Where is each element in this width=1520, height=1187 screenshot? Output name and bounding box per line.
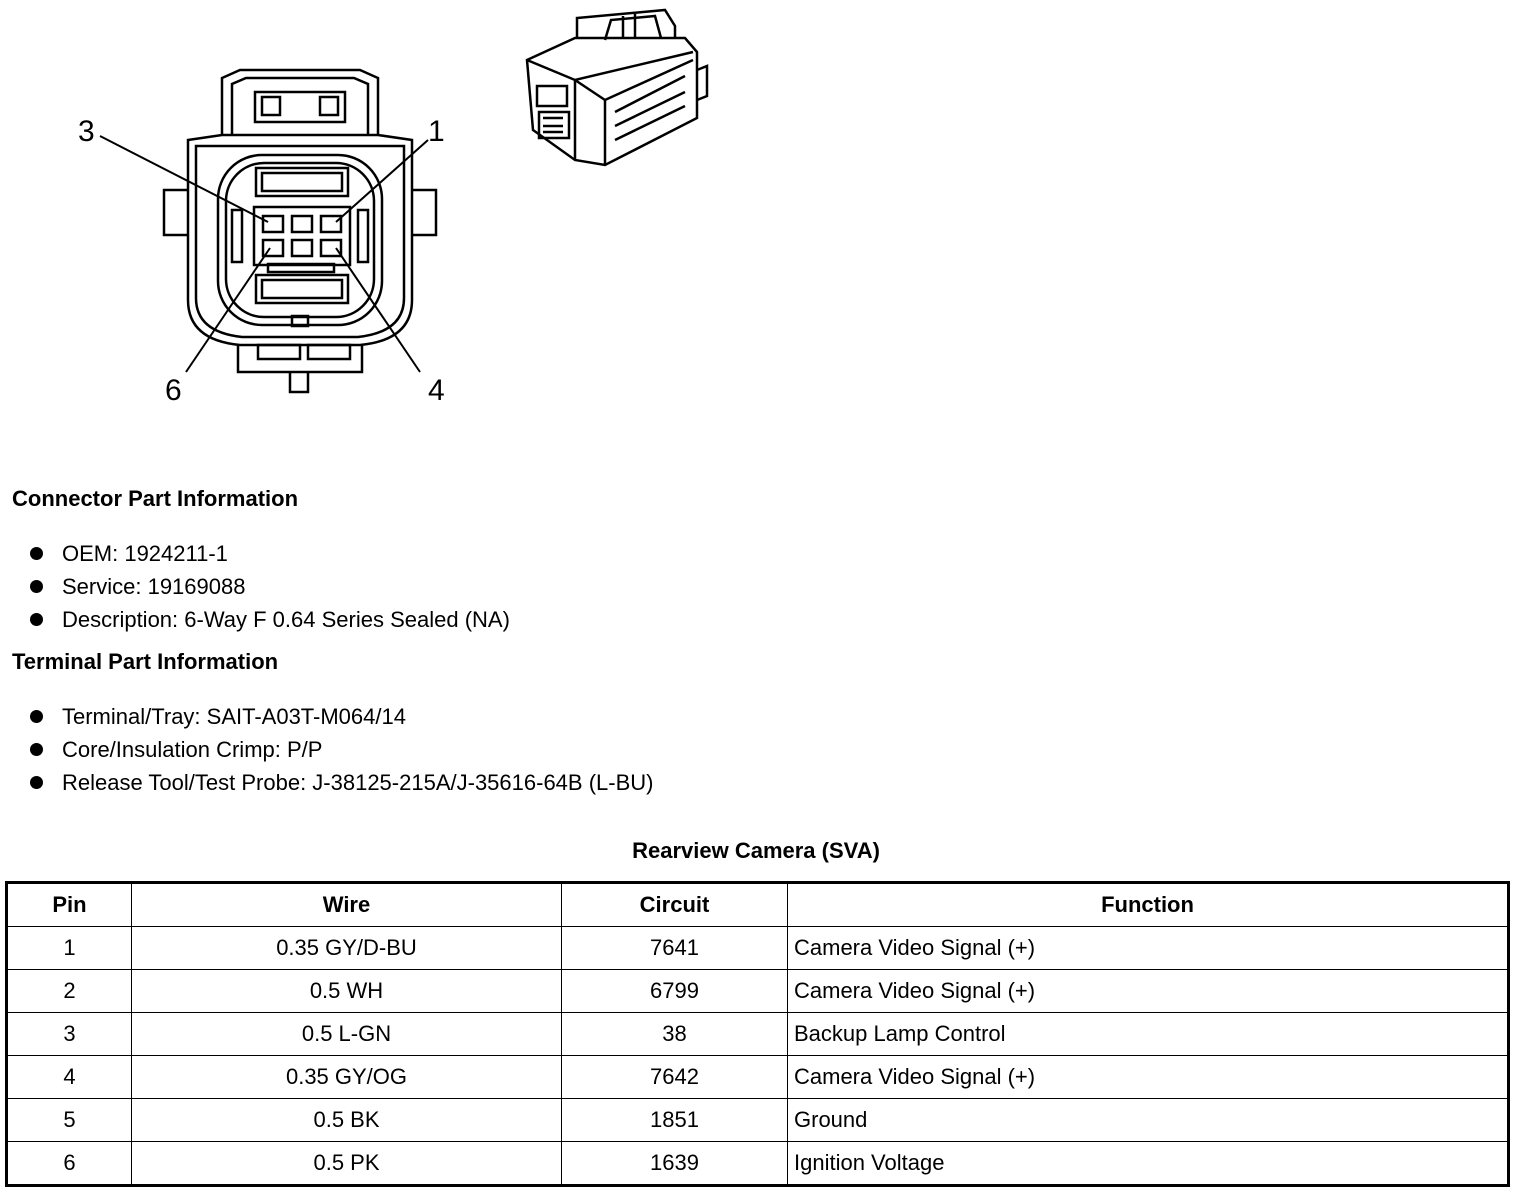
wire-cell: 0.5 L-GN — [132, 1013, 562, 1056]
pin-cell: 2 — [7, 970, 132, 1013]
connector-part-info-heading: Connector Part Information — [12, 486, 299, 511]
table-row — [7, 970, 1509, 1013]
list-item: Core/Insulation Crimp: P/P — [12, 733, 653, 766]
list-item: Terminal/Tray: SAIT-A03T-M064/14 — [12, 700, 653, 733]
connector-face-diagram — [0, 0, 460, 420]
pin-cell: 5 — [7, 1099, 132, 1142]
function-cell: Camera Video Signal (+) — [788, 1056, 1509, 1099]
terminal-part-info-heading: Terminal Part Information — [12, 649, 279, 674]
function-cell: Camera Video Signal (+) — [788, 927, 1509, 970]
connector-part-info-list — [12, 537, 510, 636]
list-item: OEM: 1924211-1 — [12, 537, 510, 570]
function-cell: Backup Lamp Control — [788, 1013, 1509, 1056]
terminal-part-info-list — [12, 700, 653, 799]
callout-pin-3: 3 — [78, 115, 95, 148]
bullet-icon — [30, 613, 43, 626]
table-title: Rearview Camera (SVA) — [632, 838, 880, 863]
function-cell: Ignition Voltage — [788, 1142, 1509, 1186]
wire-cell: 0.5 PK — [132, 1142, 562, 1186]
circuit-cell: 38 — [562, 1013, 788, 1056]
column-header-circuit: Circuit — [562, 883, 788, 927]
pin-cell: 6 — [7, 1142, 132, 1186]
callout-pin-6: 6 — [165, 374, 182, 407]
table-row — [7, 1056, 1509, 1099]
bullet-icon — [30, 710, 43, 723]
bullet-icon — [30, 776, 43, 789]
table-row — [7, 1013, 1509, 1056]
pinout-table — [5, 881, 1510, 1187]
pin-cell: 3 — [7, 1013, 132, 1056]
table-row — [7, 927, 1509, 970]
circuit-cell: 7641 — [562, 927, 788, 970]
column-header-wire: Wire — [132, 883, 562, 927]
table-row — [7, 1142, 1509, 1186]
connector-isometric-image — [515, 0, 715, 180]
table-row — [7, 1099, 1509, 1142]
table-header-row — [7, 883, 1509, 927]
bullet-icon — [30, 743, 43, 756]
wire-cell: 0.5 WH — [132, 970, 562, 1013]
column-header-pin: Pin — [7, 883, 132, 927]
bullet-icon — [30, 580, 43, 593]
circuit-cell: 7642 — [562, 1056, 788, 1099]
bullet-icon — [30, 547, 43, 560]
function-cell: Camera Video Signal (+) — [788, 970, 1509, 1013]
wire-cell: 0.5 BK — [132, 1099, 562, 1142]
wire-cell: 0.35 GY/D-BU — [132, 927, 562, 970]
circuit-cell: 6799 — [562, 970, 788, 1013]
circuit-cell: 1639 — [562, 1142, 788, 1186]
pin-cell: 4 — [7, 1056, 132, 1099]
list-item: Release Tool/Test Probe: J-38125-215A/J-35616-64B (L-BU) — [12, 766, 653, 799]
pin-cell: 1 — [7, 927, 132, 970]
circuit-cell: 1851 — [562, 1099, 788, 1142]
list-item: Service: 19169088 — [12, 570, 510, 603]
list-item: Description: 6-Way F 0.64 Series Sealed (NA) — [12, 603, 510, 636]
callout-pin-1: 1 — [428, 115, 445, 148]
column-header-function: Function — [788, 883, 1509, 927]
function-cell: Ground — [788, 1099, 1509, 1142]
callout-pin-4: 4 — [428, 374, 445, 407]
wire-cell: 0.35 GY/OG — [132, 1056, 562, 1099]
